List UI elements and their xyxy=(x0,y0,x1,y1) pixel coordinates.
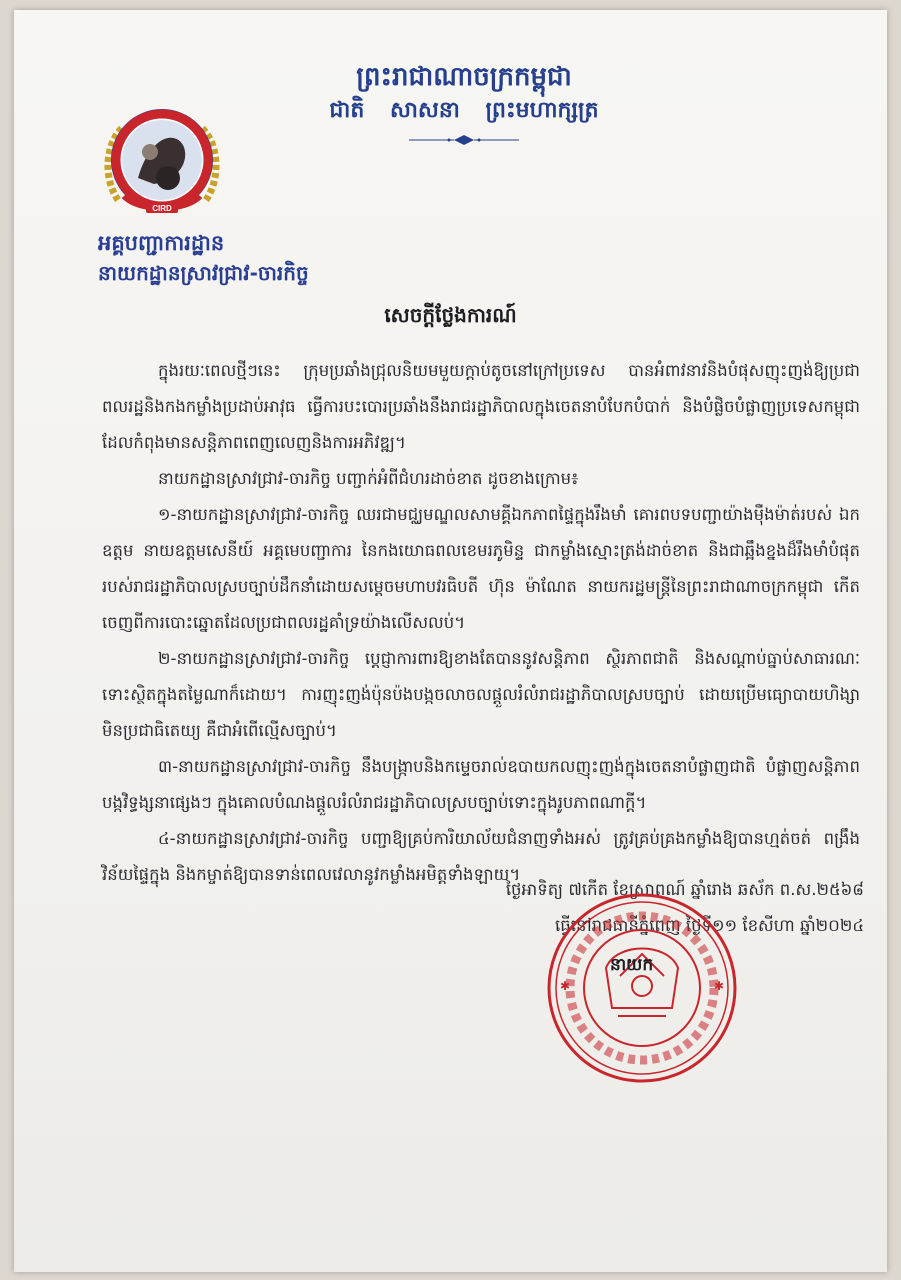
kingdom-header xyxy=(314,60,614,150)
document-page xyxy=(14,10,887,1272)
national-motto: ជាតិ សាសនា ព្រះមហាក្សត្រ xyxy=(329,97,599,123)
statement-body xyxy=(102,353,860,893)
kingdom-name: ព្រះរាជាណាចក្រកម្ពុជា xyxy=(356,62,572,92)
department-name: នាយកដ្ឋានស្រាវជ្រាវ-ចារកិច្ច xyxy=(98,261,309,285)
svg-text:✱: ✱ xyxy=(714,979,725,993)
logo-label: CIRD xyxy=(152,204,172,213)
official-seal-icon xyxy=(544,890,740,1086)
paragraph-point-1: ១-នាយកដ្ឋានស្រាវជ្រាវ-ចារកិច្ច ឈរជាមជ្ឈមណ្ឌលសាមគ្គីឯកភាពផ្ទៃក្នុងរឹងមាំ គោរពបទបញ្ជាយ៉ាងម៉ឺងម៉ាត់របស់ ឯកឧត្តម នាយឧត្តមសេនីយ៍ អគ្គមេបញ្ជាការ នៃកងយោធពលខេមរភូមិន្ទ ជាកម្លាំងស្មោះត្រង់ដាច់ខាត និងជាឆ្អឹងខ្នងដ៏រឹងមាំបំផុតរបស់រាជរដ្ឋាភិបាលស្របច្បាប់ដឹកនាំដោយសម្តេចមហាបវរធិបតី ហ៊ុន ម៉ាណែត នាយករដ្ឋមន្ត្រីនៃព្រះរាជាណាចក្រកម្ពុជា កើតចេញពីការបោះឆ្នោតដែលប្រជាពលរដ្ឋគាំទ្រយ៉ាងលើសលប់។ xyxy=(102,505,860,632)
organization-logo-icon xyxy=(98,100,226,228)
lunar-date: ថ្ងៃអាទិត្យ ៧កើត ខែស្រាពណ៍ ឆ្នាំរោង ឆស័ក ព.ស.២៥៦៨ xyxy=(505,880,864,899)
place-and-date: ធ្វើនៅរាជធានីភ្នំពេញ ថ្ងៃទី១១ ខែសីហា ឆ្នាំ២០២៤ xyxy=(555,916,864,935)
department-block xyxy=(98,228,309,288)
general-command-name: អគ្គបញ្ជាការដ្ឋាន xyxy=(98,231,225,255)
signer-title: នាយក xyxy=(610,955,654,975)
paragraph-intro: ក្នុងរយៈពេលថ្មីៗនេះ ក្រុមប្រឆាំងជ្រុលនិយមមួយក្តាប់តូចនៅក្រៅប្រទេស បានអំពាវនាវនិងបំផុសញុះញង់ឱ្យប្រជាពលរដ្ឋនិងកងកម្លាំងប្រដាប់អាវុធ ធ្វើការបះបោរប្រឆាំងនឹងរាជរដ្ឋាភិបាលក្នុងចេតនាបំបែកបំបាក់ និងបំផ្លិចបំផ្លាញប្រទេសកម្ពុជា ដែលកំពុងមានសន្តិភាពពេញលេញនិងការអភិវឌ្ឍ។ xyxy=(102,361,860,452)
divider-ornament-icon xyxy=(314,134,614,146)
paragraph-point-4: ៤-នាយកដ្ឋានស្រាវជ្រាវ-ចារកិច្ច បញ្ជាឱ្យគ្រប់ការិយាល័យជំនាញទាំងអស់ ត្រូវគ្រប់គ្រងកម្លាំងឱ្យបានហ្មត់ចត់ ពង្រឹងវិន័យផ្ទៃក្នុង និងកម្ចាត់ឱ្យបានទាន់ពេលវេលានូវកម្លាំងអមិត្តទាំងឡាយ។ xyxy=(102,829,860,884)
statement-title: សេចក្តីថ្លែងការណ៍ xyxy=(384,303,517,327)
paragraph-point-2: ២-នាយកដ្ឋានស្រាវជ្រាវ-ចារកិច្ច ប្តេជ្ញាការពារឱ្យខាងតែបាននូវសន្តិភាព ស្ថិរភាពជាតិ និងសណ្តាប់ធ្នាប់សាធារណៈ ទោះស្ថិតក្នុងតម្លៃណាក៏ដោយ។ ការញុះញង់ប៉ុនប៉ងបង្កចលាចលផ្តួលរំលំរាជរដ្ឋាភិបាលស្របច្បាប់ ដោយប្រើមធ្យោបាយហិង្សា មិនប្រជាធិតេយ្យ គឺជាអំពើល្មើសច្បាប់។ xyxy=(102,649,860,740)
paragraph-position: នាយកដ្ឋានស្រាវជ្រាវ-ចារកិច្ច បញ្ជាក់អំពីជំហរដាច់ខាត ដូចខាងក្រោម៖ xyxy=(158,469,579,488)
paragraph-point-3: ៣-នាយកដ្ឋានស្រាវជ្រាវ-ចារកិច្ច នឹងបង្ក្រាបនិងកម្ទេចរាល់ឧបាយកលញុះញង់ក្នុងចេតនាបំផ្លាញជាតិ បំផ្លាញសន្តិភាព បង្កវិទ្ធង្សនាផ្សេងៗ ក្នុងគោលបំណងផ្តួលរំលំរាជរដ្ឋាភិបាលស្របច្បាប់ទោះក្នុងរូបភាពណាក្តី។ xyxy=(102,757,860,812)
svg-text:✱: ✱ xyxy=(560,979,571,993)
